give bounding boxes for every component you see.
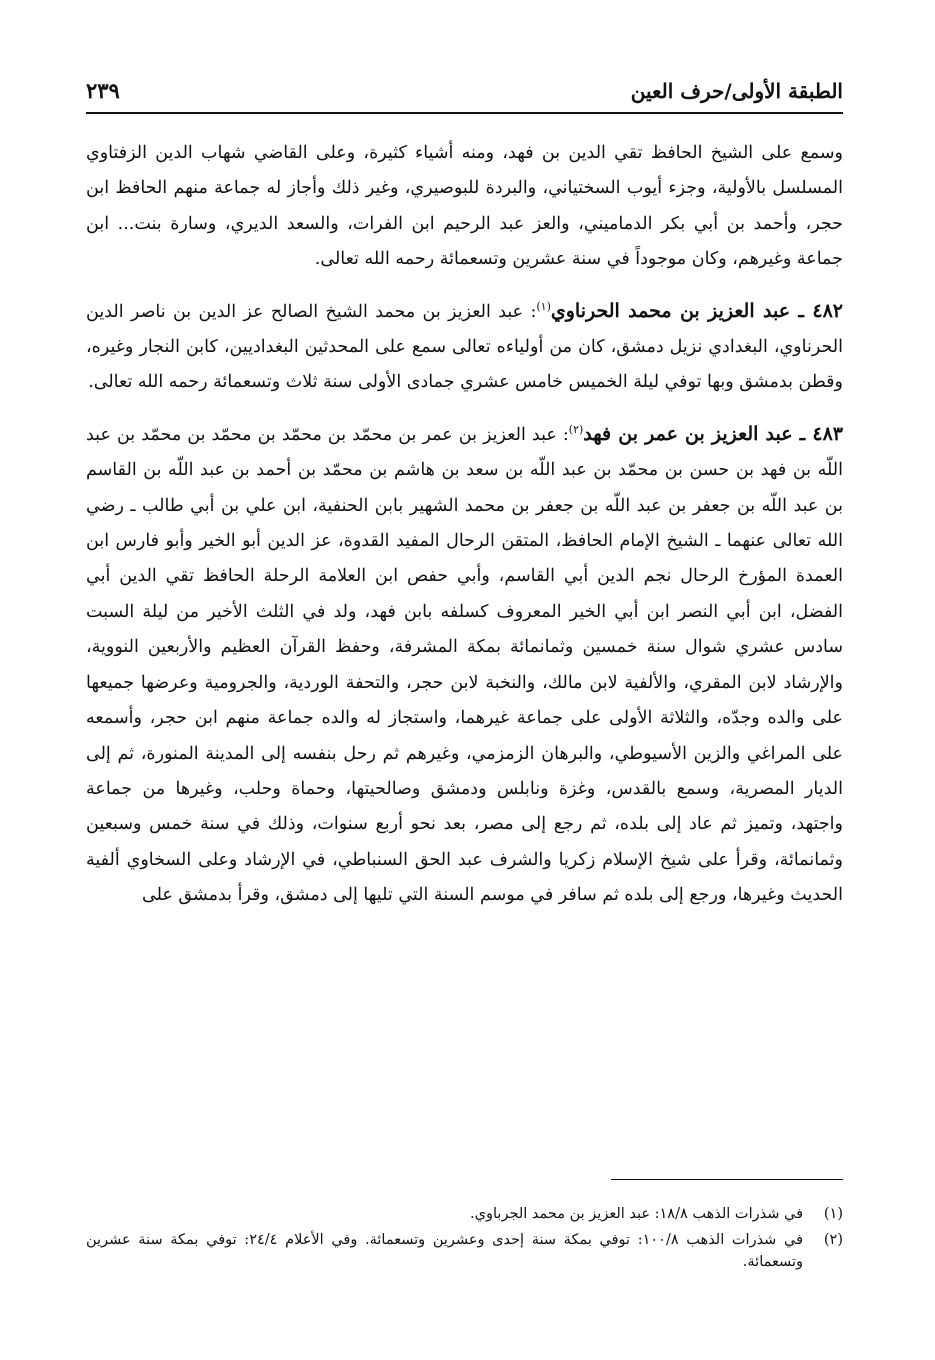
biography-entry-483 bbox=[86, 417, 843, 914]
footnote-2 bbox=[86, 1229, 843, 1273]
main-text bbox=[86, 136, 843, 914]
footnote-1 bbox=[86, 1203, 843, 1225]
footnote-text: في شذرات الذهب ١٨/٨: عبد العزيز بن محمد الجرباوي. bbox=[470, 1206, 803, 1222]
entry-text: : عبد العزيز بن عمر بن محمّد بن محمّد بن محمّد بن محمّد بن عبد اللّه بن فهد بن حسن بن محمّد بن عبد اللّه بن سعد بن هاشم بن محمّد بن أحمد بن عبد اللّه بن القاسم بن عبد اللّه بن جعفر بن عبد اللّه بن جعفر بن محمد الشهير بابن الحنفية، ابن علي بن أبي طالب ـ رضي الله تعالى عنهما ـ الشيخ الإمام الحافظ، المتقن الرحال المفيد القدوة، عز الدين أبو الخير وأبو فارس ابن العمدة المؤرخ الرحال نجم الدين أبي القاسم، وأبي حفص ابن العلامة الرحلة الحافظ تقي الدين أبي الفضل، ابن أبي النصر ابن أبي الخير المعروف كسلفه بابن فهد، ولد في الثلث الأخير من ليلة السبت سادس عشري شوال سنة خمسين وثمانمائة بمكة المشرفة، وحفظ القرآن العظيم والأربعين النووية، والإرشاد لابن المقري، والألفية لابن مالك، والنخبة لابن حجر، والتحفة الوردية، والجرومية وعرضها جميعها على والده وجدّه، والثلاثة الأولى على جماعة غيرهما، واستجاز له والده جماعة منهم ابن حجر، وأسمعه على المراغي والزين الأسيوطي، والبرهان الزمزمي، وغيرهم ثم رحل بنفسه إلى المدينة المنورة، ثم إلى الديار المصرية، وسمع بالقدس، وغزة ونابلس ودمشق وصالحيتها، وحماة وحلب، وغيرها من جماعة واجتهد، وتميز ثم عاد إلى بلده، ثم رجع إلى مصر، بعد نحو أربع سنوات، وذلك في سنة خمس وسبعين وثمانمائة، وقرأ على شيخ الإسلام زكريا والشرف عبد الحق السنباطي، في الإرشاد وعلى السخاوي ألفية الحديث وغيرها، ورجع إلى بلده ثم سافر في موسم السنة التي تليها إلى دمشق، وقرأ بدمشق على bbox=[86, 424, 843, 906]
footnote-marker[interactable]: (٢) bbox=[568, 423, 584, 437]
footnote-number: (٢) bbox=[823, 1232, 843, 1248]
footnote-marker[interactable]: (١) bbox=[536, 299, 551, 313]
footnote-number: (١) bbox=[823, 1206, 843, 1222]
running-header bbox=[86, 78, 843, 114]
intro-paragraph: وسمع على الشيخ الحافظ تقي الدين بن فهد، ومنه أشياء كثيرة، وعلى القاضي شهاب الدين الزفتاوي المسلسل بالأولية، وجزء أيوب السختياني، والبردة للبوصيري، وغير ذلك وأجاز له جماعة منهم الحافظ ابن حجر، وأحمد بن أبي بكر الدماميني، والعز عبد الرحيم ابن الفرات، والسعد الديري، وسارة بنت... ابن جماعة وغيرهم، وكان موجوداً في سنة عشرين وتسعمائة رحمه الله تعالى. bbox=[86, 143, 843, 270]
running-title: الطبقة الأولى/حرف العين bbox=[630, 79, 843, 103]
entry-text: : عبد العزيز بن محمد الشيخ الصالح عز الدين بن ناصر الدين الحرناوي، البغدادي نزيل دمشق، كان من أولياءه تعالى سمع على المحدثين البغداديين، كابن النجار وغيره، وقطن بدمشق وبها توفي ليلة الخميس خامس عشري جمادى الأولى سنة ثلاث وتسعمائة رحمه الله تعالى. bbox=[86, 301, 843, 393]
entry-heading: ٤٨٢ ـ عبد العزيز بن محمد الحرناوي bbox=[550, 299, 843, 322]
footnote-divider bbox=[611, 1179, 843, 1180]
footnotes bbox=[86, 1203, 843, 1277]
entry-heading: ٤٨٣ ـ عبد العزيز بن عمر بن فهد bbox=[583, 422, 843, 445]
footnote-text: في شذرات الذهب ١٠٠/٨: توفي بمكة سنة إحدى وعشرين وتسعمائة. وفي الأعلام ٢٤/٤: توفي بمكة سنة عشرين وتسعمائة. bbox=[86, 1232, 804, 1270]
page-number: ٢٣٩ bbox=[86, 78, 120, 103]
biography-entry-482 bbox=[86, 294, 843, 401]
